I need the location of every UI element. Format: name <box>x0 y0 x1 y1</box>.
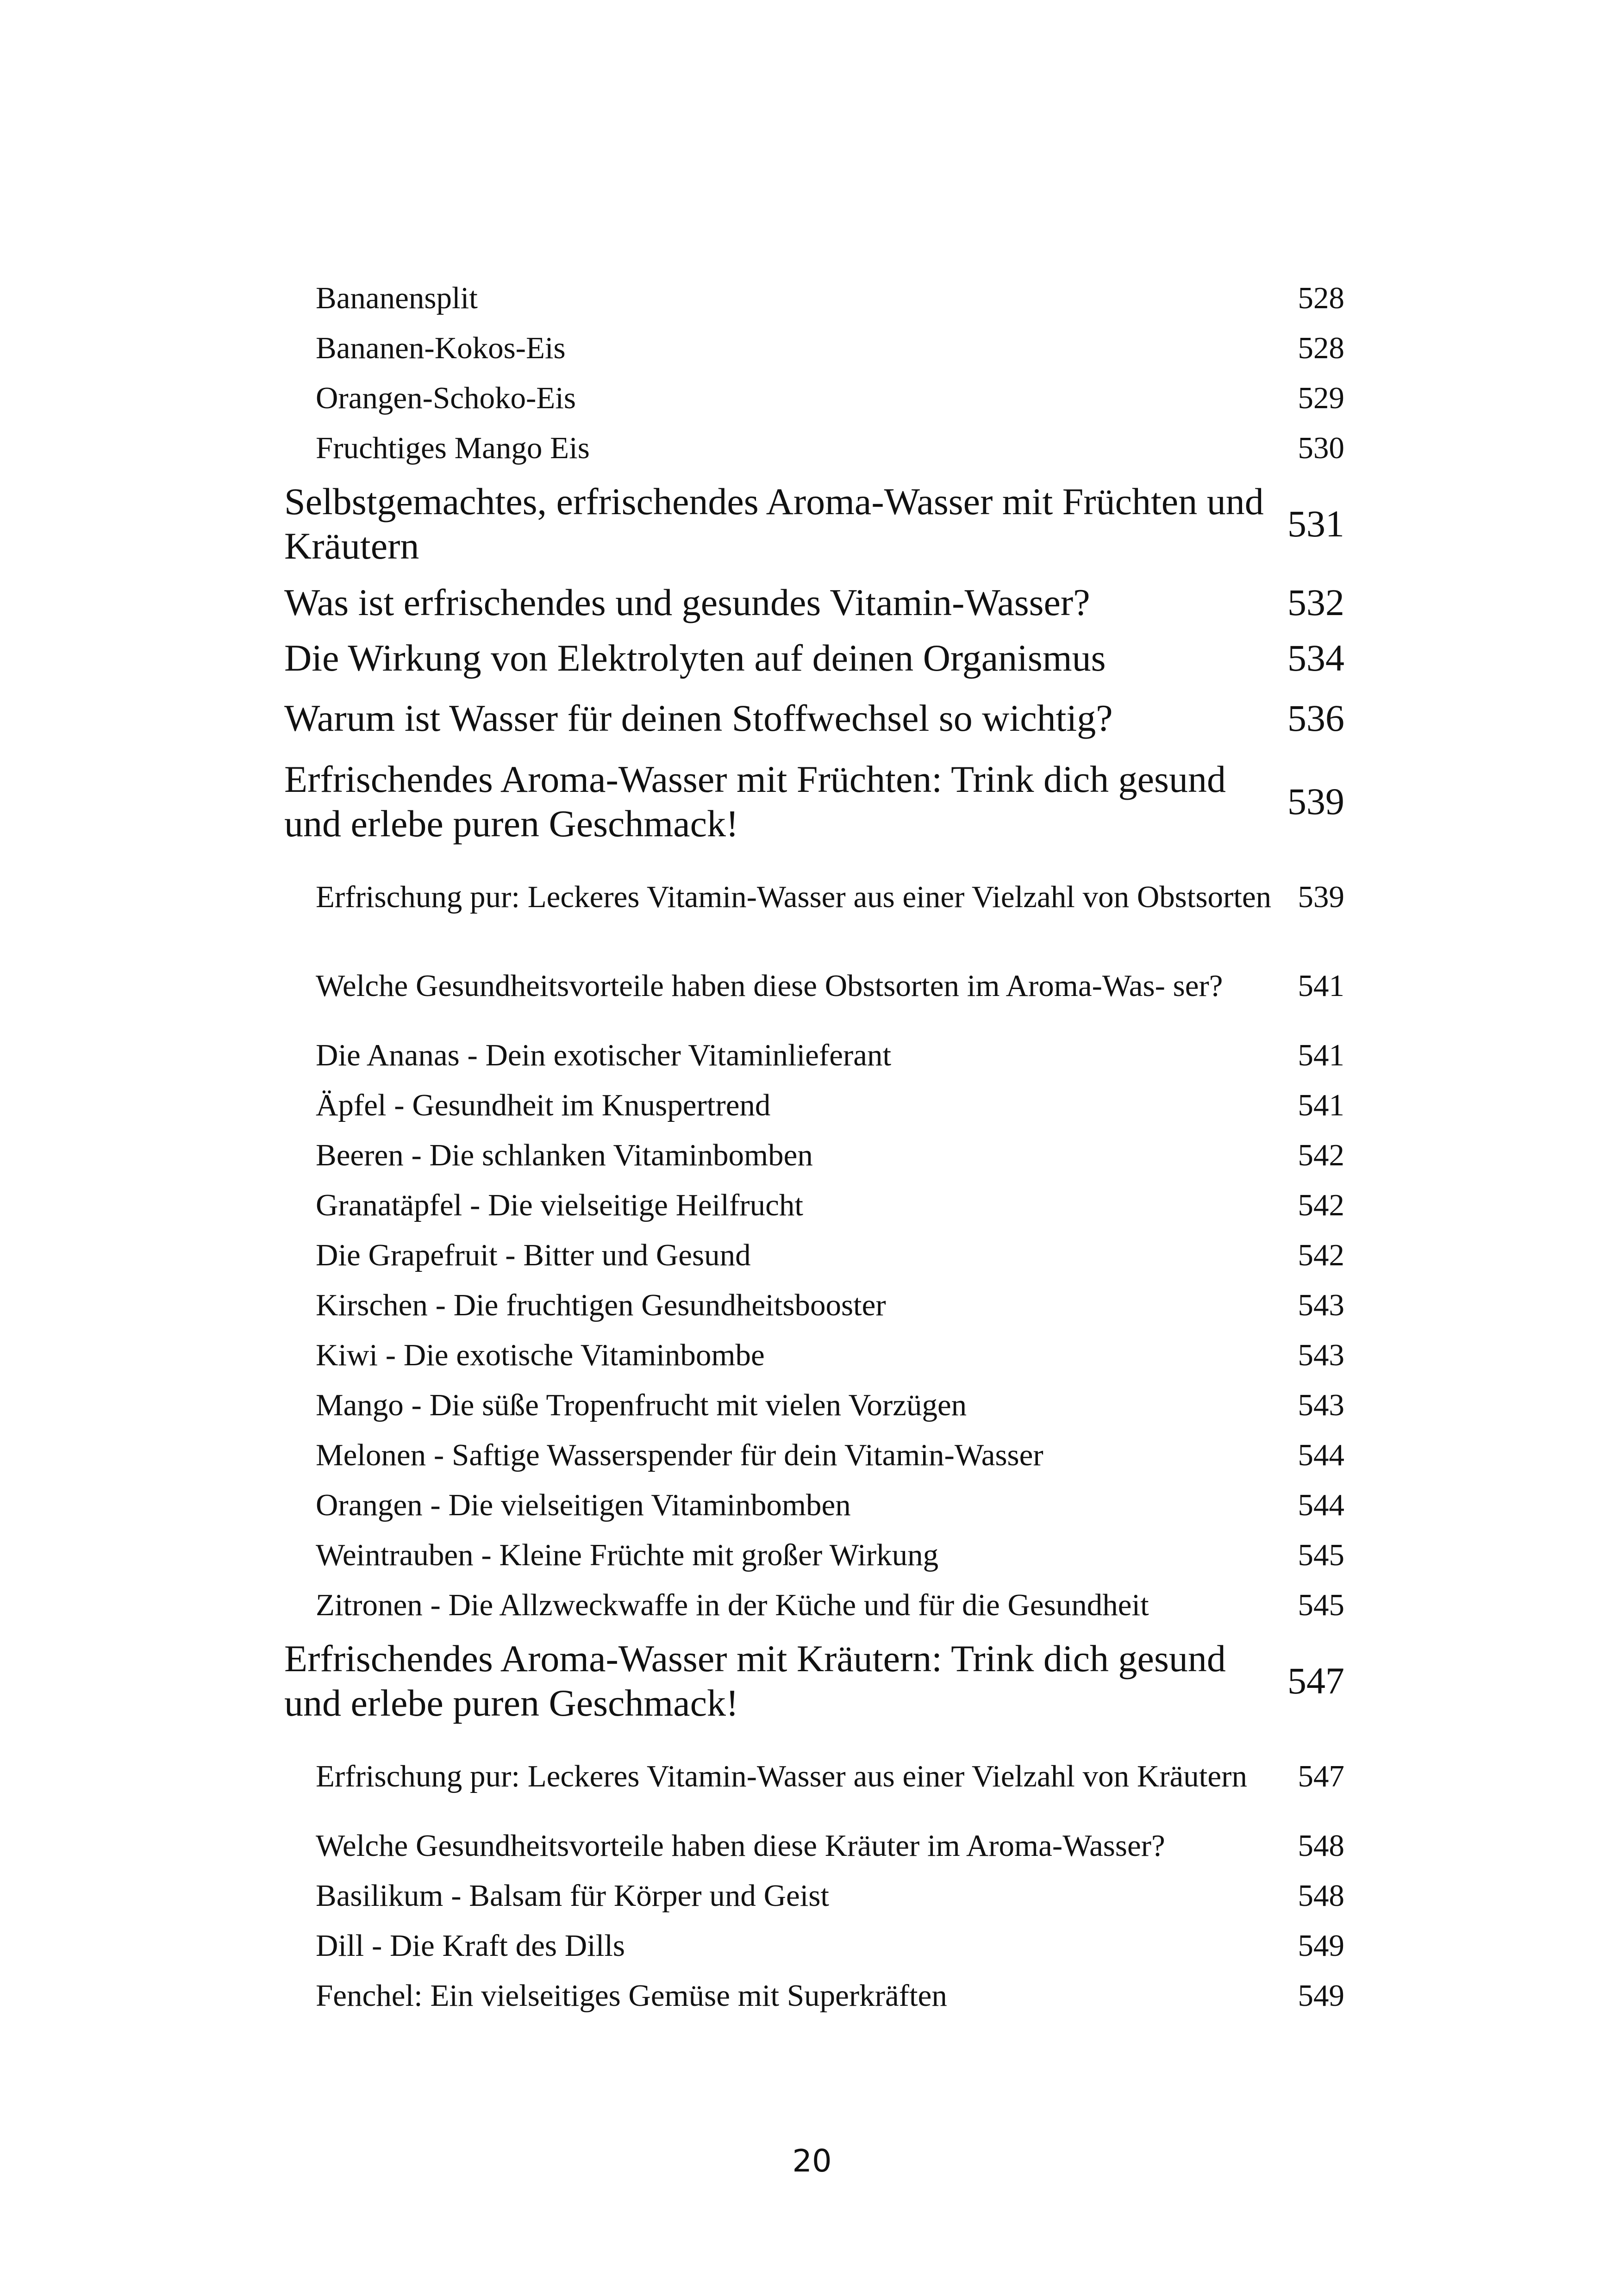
toc-entry-title: Die Ananas - Dein exotischer Vitaminlieferant <box>316 1038 892 1072</box>
toc-entry-page: 541 <box>1298 969 1344 1003</box>
toc-entry[interactable] <box>284 1180 1344 1230</box>
toc-entry-page: 539 <box>1287 780 1344 822</box>
toc-entry-page: 529 <box>1298 381 1344 415</box>
toc-entry-page: 547 <box>1287 1660 1344 1702</box>
table-of-contents <box>284 273 1344 2021</box>
toc-entry-page: 528 <box>1298 331 1344 365</box>
toc-entry[interactable] <box>284 1080 1344 1130</box>
toc-entry-page: 548 <box>1298 1829 1344 1863</box>
toc-entry-title: Welche Gesundheitsvorteile haben diese Kräuter im Aroma-Wasser? <box>316 1829 1165 1863</box>
toc-entry-title: Erfrischung pur: Leckeres Vitamin-Wasser aus einer Vielzahl von Obstsorten <box>316 880 1272 914</box>
toc-entry[interactable] <box>284 1230 1344 1280</box>
toc-entry[interactable] <box>284 373 1344 423</box>
toc-entry-page: 548 <box>1298 1879 1344 1913</box>
toc-entry-page: 541 <box>1298 1038 1344 1072</box>
toc-entry-title: Fruchtiges Mango Eis <box>316 431 590 465</box>
toc-entry-title: Die Wirkung von Elektrolyten auf deinen Organismus <box>284 637 1106 679</box>
toc-entry[interactable] <box>284 1430 1344 1480</box>
toc-entry[interactable] <box>284 273 1344 323</box>
toc-entry[interactable] <box>284 751 1344 852</box>
toc-entry-title: Beeren - Die schlanken Vitaminbomben <box>316 1138 813 1172</box>
toc-entry-title: Bananen-Kokos-Eis <box>316 331 566 365</box>
toc-entry-title: Was ist erfrischendes und gesundes Vitamin-Wasser? <box>284 581 1090 623</box>
toc-entry-page: 542 <box>1298 1238 1344 1272</box>
toc-entry[interactable] <box>284 941 1344 1030</box>
toc-entry[interactable] <box>284 1280 1344 1330</box>
toc-entry[interactable] <box>284 1871 1344 1921</box>
toc-entry-page: 543 <box>1298 1338 1344 1372</box>
toc-entry-title: Orangen - Die vielseitigen Vitaminbomben <box>316 1488 851 1522</box>
toc-entry-title: Bananensplit <box>316 281 478 315</box>
toc-entry-page: 545 <box>1298 1588 1344 1622</box>
toc-entry[interactable] <box>284 423 1344 473</box>
toc-entry-title: Kiwi - Die exotische Vitaminbombe <box>316 1338 765 1372</box>
toc-entry[interactable] <box>284 323 1344 373</box>
toc-entry[interactable] <box>284 1330 1344 1380</box>
toc-entry[interactable] <box>284 1580 1344 1630</box>
toc-entry[interactable] <box>284 1380 1344 1430</box>
toc-entry[interactable] <box>284 575 1344 630</box>
toc-entry-title: Orangen-Schoko-Eis <box>316 381 576 415</box>
toc-entry-page: 544 <box>1298 1488 1344 1522</box>
toc-entry-title: Weintrauben - Kleine Früchte mit großer Wirkung <box>316 1538 939 1572</box>
toc-entry[interactable] <box>284 1130 1344 1180</box>
toc-entry[interactable] <box>284 1732 1344 1821</box>
page-number: 20 <box>792 2143 832 2179</box>
toc-entry[interactable] <box>284 1971 1344 2021</box>
toc-entry-page: 545 <box>1298 1538 1344 1572</box>
toc-entry-page: 532 <box>1287 581 1344 623</box>
toc-entry-page: 531 <box>1287 503 1344 545</box>
toc-entry-title: Warum ist Wasser für deinen Stoffwechsel so wichtig? <box>284 697 1113 739</box>
toc-entry-title: Zitronen - Die Allzweckwaffe in der Küche und für die Gesundheit <box>316 1588 1149 1622</box>
toc-entry-title: Granatäpfel - Die vielseitige Heilfrucht <box>316 1188 803 1222</box>
toc-entry-title: Erfrischung pur: Leckeres Vitamin-Wasser aus einer Vielzahl von Kräutern <box>316 1759 1247 1793</box>
toc-entry-page: 541 <box>1298 1088 1344 1122</box>
toc-entry-page: 547 <box>1298 1759 1344 1793</box>
toc-entry[interactable] <box>284 1630 1344 1732</box>
toc-entry-page: 536 <box>1287 697 1344 739</box>
toc-entry-page: 530 <box>1298 431 1344 465</box>
toc-entry-page: 542 <box>1298 1138 1344 1172</box>
toc-entry[interactable] <box>284 473 1344 575</box>
toc-entry-title: Die Grapefruit - Bitter und Gesund <box>316 1238 751 1272</box>
toc-entry-title: Selbstgemachtes, erfrischendes Aroma-Wasser mit Früchten und Kräutern <box>284 480 1264 567</box>
toc-entry-page: 542 <box>1298 1188 1344 1222</box>
toc-entry-title: Basilikum - Balsam für Körper und Geist <box>316 1879 830 1913</box>
toc-entry-title: Mango - Die süße Tropenfrucht mit vielen Vorzügen <box>316 1388 967 1422</box>
toc-entry-title: Erfrischendes Aroma-Wasser mit Früchten: Trink dich gesund und erlebe puren Geschmack! <box>284 758 1226 845</box>
toc-entry-page: 544 <box>1298 1438 1344 1472</box>
toc-entry-page: 534 <box>1287 637 1344 679</box>
toc-entry-title: Welche Gesundheitsvorteile haben diese Obstsorten im Aroma-Was- ser? <box>316 969 1223 1003</box>
toc-entry-page: 549 <box>1298 1979 1344 2013</box>
toc-entry-page: 543 <box>1298 1288 1344 1322</box>
toc-entry[interactable] <box>284 1821 1344 1871</box>
toc-entry-page: 543 <box>1298 1388 1344 1422</box>
toc-entry-title: Äpfel - Gesundheit im Knuspertrend <box>316 1088 771 1122</box>
toc-entry[interactable] <box>284 630 1344 686</box>
toc-entry[interactable] <box>284 1480 1344 1530</box>
toc-entry-page: 539 <box>1298 880 1344 914</box>
toc-entry-title: Fenchel: Ein vielseitiges Gemüse mit Superkräften <box>316 1979 947 2013</box>
toc-entry-title: Erfrischendes Aroma-Wasser mit Kräutern: Trink dich gesund und erlebe puren Geschmack! <box>284 1637 1226 1724</box>
toc-entry[interactable] <box>284 852 1344 941</box>
toc-entry-title: Melonen - Saftige Wasserspender für dein Vitamin-Wasser <box>316 1438 1043 1472</box>
toc-entry[interactable] <box>284 1030 1344 1080</box>
toc-entry-title: Dill - Die Kraft des Dills <box>316 1929 625 1963</box>
toc-entry[interactable] <box>284 1921 1344 1971</box>
toc-entry[interactable] <box>284 686 1344 751</box>
toc-entry-page: 528 <box>1298 281 1344 315</box>
toc-entry-page: 549 <box>1298 1929 1344 1963</box>
toc-entry[interactable] <box>284 1530 1344 1580</box>
toc-entry-title: Kirschen - Die fruchtigen Gesundheitsbooster <box>316 1288 886 1322</box>
